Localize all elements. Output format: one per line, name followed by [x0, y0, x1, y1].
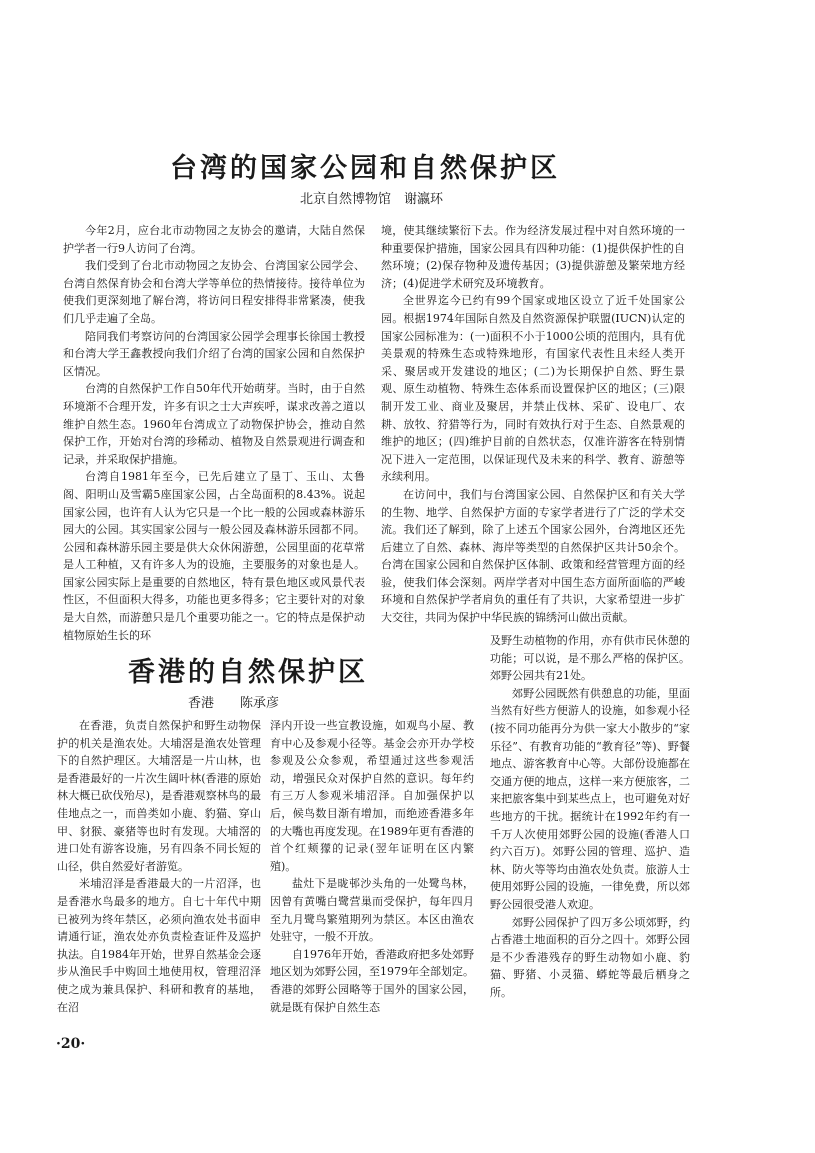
paragraph: 今年2月，应台北市动物园之友协会的邀请，大陆自然保护学者一行9人访问了台湾。: [63, 224, 365, 255]
page-number: ·20·: [56, 1036, 86, 1052]
paragraph: 我们受到了台北市动物园之友协会、台湾国家公园学会、台湾自然保育协会和台湾大学等单位的热情接待。接待单位为使我们更深刻地了解台湾，将访问日程安排得非常紧凑，使我们几乎走遍了全岛。: [63, 259, 365, 325]
paragraph: 全世界迄今已约有99个国家或地区设立了近千处国家公园。根据1974年国际自然及自然资源保护联盟(IUCN)认定的国家公园标准为：(一)面积不小于1000公顷的范围内，具有优美景观的特殊生态或特殊地形，有国家代表性且未经人类开采、聚居或开发建设的地区；(二)为长期保护自然、野生景观、原生动植物、特殊生态体系而设置保护区的地区；(三)限制开发工业、商业及聚居，并禁止伐林、采矿、设电厂、农耕、放牧、狩猎等行为，同时有效执行对于生态、自然景观的维护的地区；(四)维护目前的自然状态，仅准许游客在特别情况下进入一定范围，以保证现代及未来的科学、教育、游憩等永续利用。: [381, 294, 685, 484]
paragraph: 郊野公园既然有供憩息的功能，里面当然有好些方便游人的设施，如参观小径(按不同功能再分为供一家大小散步的“家乐径”、有教育功能的“教育径”等)、野餐地点、游客教育中心等。大部份设施都在交通方便的地点，这样一来方便旅客，二来把旅客集中到某些点上，也可避免对好些地方的干扰。据统计在1992年约有一千万人次使用郊野公园的设施(香港人口约六百万)。郊野公园的管理、巡护、造林、防火等等均由渔农处负责。旅游人士使用郊野公园的设施，一律免费，所以郊野公园很受港人欢迎。: [490, 686, 690, 911]
article1-column-2: [381, 222, 685, 627]
paragraph: 台湾自1981年至今，已先后建立了垦丁、玉山、太鲁阁、阳明山及雪霸5座国家公园，占全岛面积的8.43%。说起国家公园，也许有人认为它只是一个比一般的公园或森林游乐园大的公园。其实国家公园与一般公园及森林游乐园都不同。公园和森林游乐园主要是供大众休闲游憩，公园里面的花草常是人工种植，又有许多人为的设施，主要服务的对象也是人。国家公园实际上是重要的自然地区，特有景色地区或风景代表性区，不但面积大得多，功能也更多得多；它主要针对的对象是大自然，而游憩只是几个重要功能之一。它的特点是保护动植物原始生长的环: [63, 470, 365, 642]
paragraph: 盐灶下是昽邨沙头角的一处鹭鸟林，因曾有黄嘴白鹭营巢而受保护，每年四月至九月鹭鸟繁殖期列为禁区。本区由渔农处驻守，一般不开放。: [270, 877, 474, 944]
paragraph: 在访问中，我们与台湾国家公园、自然保护区和有关大学的生物、地学、自然保护方面的专家学者进行了广泛的学术交流。我们还了解到，除了上述五个国家公园外，台湾地区还先后建立了自然、森林、海岸等类型的自然保护区共计50余个。台湾在国家公园和自然保护区体制、政策和经营管理方面的经验，使我们体会深刻。两岸学者对中国生态方面所面临的严峻环境和自然保护学者肩负的重任有了共识，大家希望进一步扩大交往，共同为保护中华民族的锦绣河山做出贡献。: [381, 487, 685, 625]
paragraph: 郊野公园保护了四万多公顷郊野，约占香港土地面积的百分之四十。郊野公园是不少香港残存的野生动物如小鹿、豹猫、野猪、小灵猫、蟒蛇等最后栖身之所。: [490, 915, 690, 999]
article1-title: 台湾的国家公园和自然保护区: [170, 153, 560, 184]
paragraph: 米埔沼泽是香港最大的一片沼泽，也是香港水鸟最多的地方。自七十年代中期已被列为终年禁区，必须向渔农处书面申请通行证，渔农处亦负责检查证件及巡护执法。自1984年开始，世界自然基金会逐步从渔民手中购回土地使用权，管理沼泽使之成为兼具保护、科研和教育的基地，在沼: [57, 877, 261, 1014]
article2-column-1: [57, 717, 261, 1016]
paragraph: 陪同我们考察访问的台湾国家公园学会理事长徐国士教授和台湾大学王鑫教授向我们介绍了台湾的国家公园和自然保护区情况。: [63, 329, 365, 378]
article2-column-3: [490, 632, 690, 1001]
article2-byline: 香港 陈承彦: [188, 696, 280, 711]
article1-column-1: [63, 222, 365, 644]
paragraph: 台湾的自然保护工作自50年代开始萌芽。当时，由于自然环境渐不合理开发，许多有识之士大声疾呼，谋求改善之道以维护自然生态。1960年台湾成立了动物保护协会，推动自然保护工作，开始对台湾的珍稀动、植物及自然景观进行调查和记录，并采取保护措施。: [63, 382, 365, 466]
article2-column-2: [270, 717, 474, 1016]
paragraph: 泽内开设一些宣教设施，如观鸟小屋、教育中心及参观小径等。基金会亦开办学校参观及公众参观，希望通过这些参观活动，增强民众对保护自然的意识。每年约有三万人参观米埔沼泽。自加强保护以后，候鸟数目渐有增加，而绝迹香港多年的大嘴也再度发现。在1989年更有香港的首个红颊獴的记录(翌年证明在区内繁殖)。: [270, 719, 474, 873]
paragraph: 境，使其继续繁衍下去。作为经济发展过程中对自然环境的一种重要保护措施，国家公园具有四种功能：(1)提供保护性的自然环境；(2)保存物种及遗传基因；(3)提供游憩及繁荣地方经济；(4)促进学术研究及环境教育。: [381, 224, 685, 290]
article1-byline: 北京自然博物馆 谢瀛环: [300, 192, 444, 207]
paragraph: 自1976年开始，香港政府把多处郊野地区划为郊野公园，至1979年全部划定。香港的郊野公园略等于国外的国家公园，就是既有保护自然生态: [270, 947, 474, 1014]
paragraph: 及野生动植物的作用，亦有供市民休憩的功能；可以说，是不那么严格的保护区。郊野公园共有21处。: [490, 634, 690, 683]
paragraph: 在香港，负责自然保护和野生动物保护的机关是渔农处。大埔滘是渔农处管理下的自然护理区。大埔滘是一片山林，也是香港最好的一片次生阔叶林(香港的原始林大概已砍伐殆尽)，是香港观察林鸟的最佳地点之一，而兽类如小鹿、豹猫、穿山甲、豺猴、豪猪等也时有发现。大埔滘的进口处有游客设施，另有四条不同长短的山径，供自然爱好者游览。: [57, 719, 261, 873]
article2-title: 香港的自然保护区: [128, 657, 368, 688]
